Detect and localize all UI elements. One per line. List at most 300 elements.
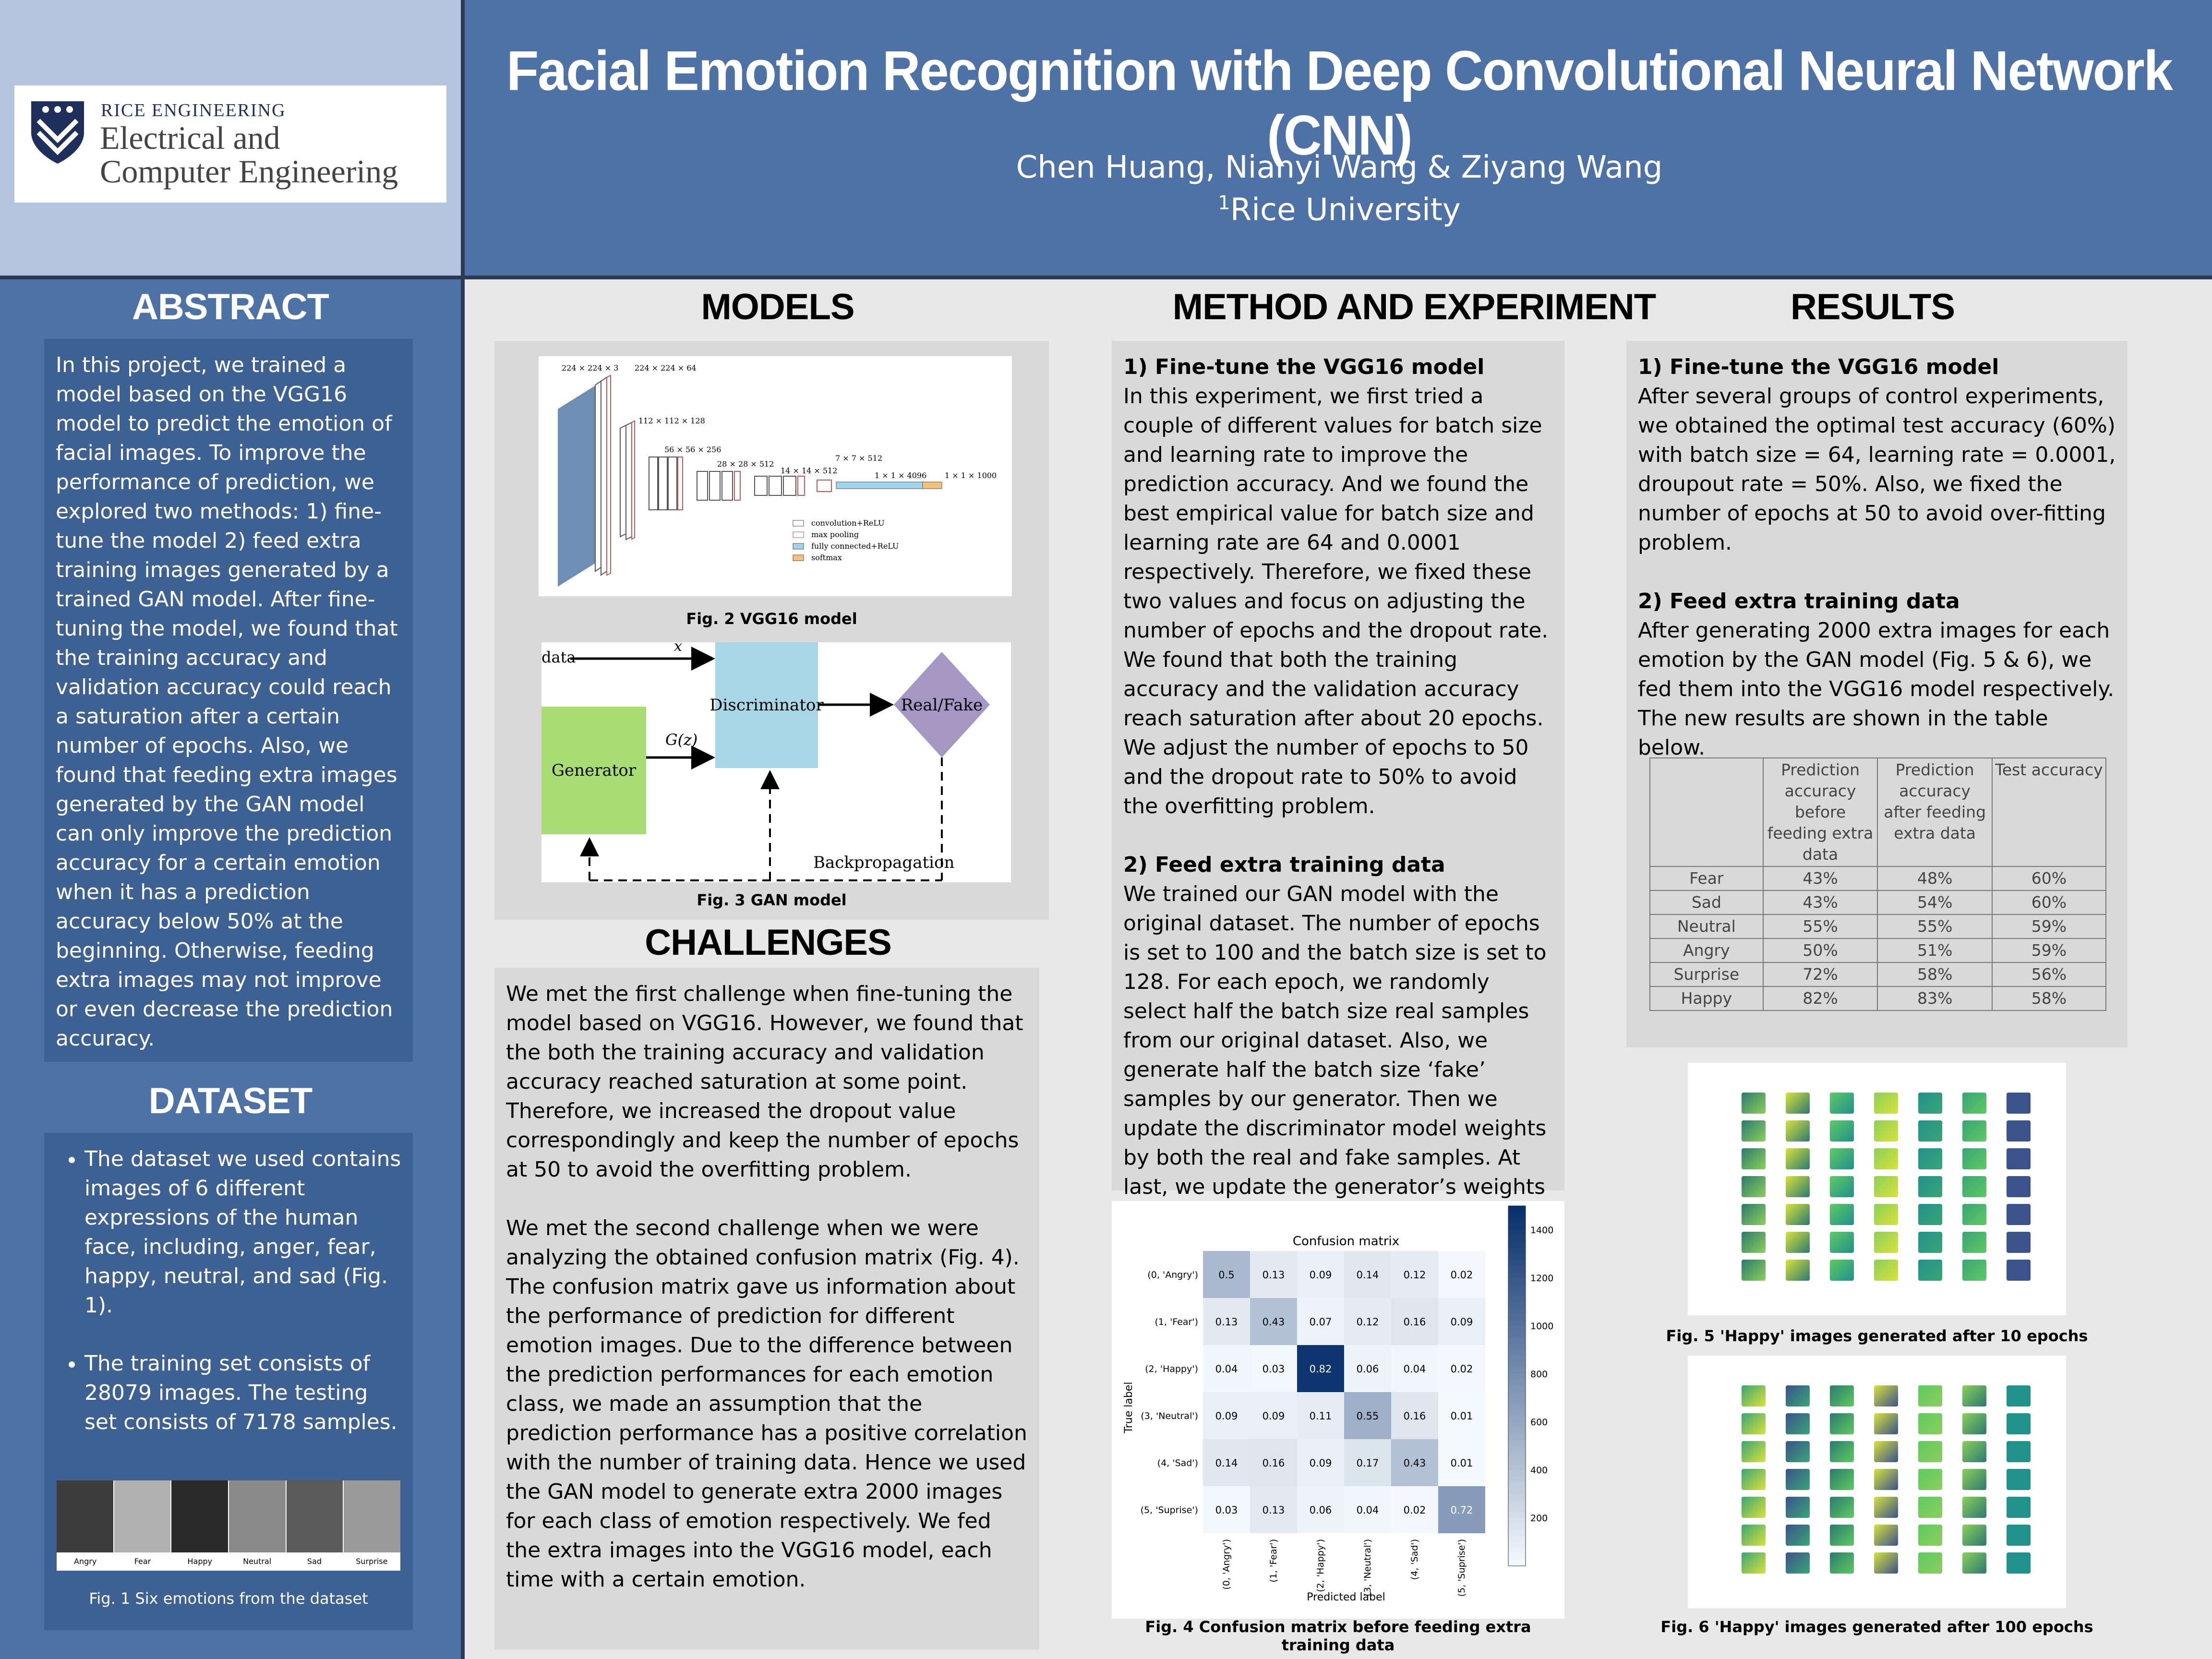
dataset-bullet-1: • The dataset we used contains images of 6 different expressions of the human face, including, anger, fear, happy, neutral, and sad (Fig. 1).	[84, 1144, 401, 1320]
cm-col-label: (0, 'Angry')	[1221, 1539, 1232, 1590]
cm-colorbar-segment	[1508, 1458, 1526, 1465]
generated-face	[1742, 1469, 1766, 1490]
generated-face	[1962, 1093, 1986, 1114]
cm-colorbar-tick: 1000	[1530, 1321, 1554, 1332]
results-h1: 1) Fine-tune the VGG16 model	[1638, 355, 1999, 379]
abstract-panel	[44, 339, 413, 1062]
cm-colorbar-segment	[1508, 1410, 1526, 1417]
cm-col-label: (4, 'Sad')	[1409, 1539, 1420, 1580]
cm-row-label: (3, 'Neutral')	[1141, 1411, 1198, 1421]
generated-face	[1918, 1093, 1942, 1114]
generated-face	[1962, 1204, 1986, 1225]
generated-face	[1786, 1469, 1810, 1490]
method-p1: In this experiment, we first tried a couple of different values for batch size and learning rate to improve the prediction accuracy. And we found the best empirical value for batch size and learning rate are 64 and 0.0001 respectively. Therefore, we fixed these two values and focus on adjusting the number of epochs and the dropout rate. We found that both the training accuracy and the validation accuracy reach saturation after about 20 epochs. We adjust the number of epochs to 50 and the dropout rate to 50% to avoid the overfitting problem.	[1123, 384, 1549, 818]
generated-face	[2007, 1497, 2031, 1518]
cm-colorbar-segment	[1508, 1326, 1526, 1333]
generated-face	[1962, 1120, 1986, 1142]
table-cell: Surprise	[1650, 962, 1763, 986]
cm-colorbar-segment	[1508, 1248, 1526, 1255]
cm-cell-label: 0.04	[1356, 1504, 1379, 1516]
generated-face	[1874, 1260, 1898, 1281]
generated-face	[1786, 1093, 1810, 1114]
generated-face	[1918, 1120, 1942, 1142]
vgg-label-6: 14 × 14 × 512	[781, 466, 838, 475]
affiliation	[480, 192, 2199, 228]
cm-colorbar-segment	[1508, 1512, 1526, 1519]
cm-colorbar-segment	[1508, 1362, 1526, 1369]
face-sad	[287, 1480, 343, 1552]
cm-colorbar-segment	[1508, 1296, 1526, 1303]
models-title: MODELS	[701, 287, 854, 327]
generated-face	[1918, 1552, 1942, 1574]
faces-labels	[57, 1552, 400, 1571]
results-p2: After generating 2000 extra images for each emotion by the GAN model (Fig. 5 & 6), we fed them into the VGG16 model respectively. The new results are shown in the table below.	[1638, 618, 2115, 760]
table-cell: Angry	[1650, 938, 1763, 962]
cm-row-label: (2, 'Happy')	[1145, 1364, 1198, 1374]
generated-face	[1918, 1232, 1942, 1253]
cm-colorbar-segment	[1508, 1392, 1526, 1399]
dataset-title: DATASET	[148, 1081, 313, 1121]
generated-face	[2007, 1120, 2031, 1142]
table-cell: 58%	[1877, 962, 1992, 986]
cm-colorbar-segment	[1508, 1452, 1526, 1459]
generated-face	[2007, 1204, 2031, 1225]
cm-cell-label: 0.43	[1403, 1457, 1426, 1469]
generated-face	[1742, 1525, 1766, 1546]
cm-colorbar-tick: 1400	[1530, 1225, 1554, 1236]
cm-colorbar-segment	[1508, 1386, 1526, 1393]
table-cell: 58%	[1992, 986, 2106, 1010]
generated-face	[1742, 1232, 1766, 1253]
table-cell: 43%	[1763, 866, 1878, 890]
table-row	[1650, 938, 2106, 962]
method-h1: 1) Fine-tune the VGG16 model	[1123, 355, 1485, 379]
generated-face	[1918, 1260, 1942, 1281]
logo-line3: Computer Engineering	[100, 153, 398, 190]
generated-face	[1830, 1093, 1854, 1114]
generated-face	[1874, 1176, 1898, 1197]
cm-colorbar-segment	[1508, 1494, 1526, 1501]
cm-cell-label: 0.07	[1309, 1316, 1332, 1328]
generated-face	[2007, 1093, 2031, 1114]
cm-colorbar-segment	[1508, 1212, 1526, 1219]
generated-face	[1918, 1204, 1942, 1225]
cm-colorbar-segment	[1508, 1470, 1526, 1477]
affiliation-sup: 1	[1218, 192, 1230, 214]
cm-colorbar-segment	[1508, 1230, 1526, 1237]
cm-row-label: (5, 'Suprise')	[1140, 1505, 1198, 1515]
table-row	[1650, 890, 2106, 914]
generated-face	[1742, 1093, 1766, 1114]
fig6-grid	[1742, 1385, 2031, 1574]
generated-face	[1874, 1232, 1898, 1253]
cm-colorbar-segment	[1508, 1320, 1526, 1327]
generated-face	[1786, 1525, 1810, 1546]
face-label-surprise: Surprise	[356, 1557, 388, 1566]
generated-face	[1962, 1385, 1986, 1407]
generated-face	[2007, 1148, 2031, 1169]
table-cell: 55%	[1763, 914, 1878, 938]
cm-title: Confusion matrix	[1292, 1234, 1400, 1249]
cm-colorbar-segment	[1508, 1290, 1526, 1297]
table-header-cell: Prediction accuracy before feeding extra data	[1763, 758, 1878, 866]
gan-backprop-label: Backpropagation	[813, 853, 955, 872]
generated-face	[1962, 1232, 1986, 1253]
cm-colorbar-segment	[1508, 1254, 1526, 1261]
cm-cell-label: 0.55	[1356, 1410, 1379, 1422]
vgg-label-1: 224 × 224 × 3	[562, 363, 619, 373]
generated-face	[1830, 1148, 1854, 1169]
gan-discriminator-label: Discriminator	[709, 696, 824, 715]
cm-cell-label: 0.09	[1450, 1316, 1473, 1328]
generated-face	[1786, 1260, 1810, 1281]
generated-face	[1918, 1385, 1942, 1407]
table-row	[1650, 866, 2106, 890]
face-fear	[114, 1480, 171, 1552]
generated-face	[1962, 1552, 1986, 1574]
generated-face	[1918, 1525, 1942, 1546]
fig1-faces	[57, 1480, 400, 1571]
faces-strip	[57, 1480, 400, 1552]
generated-face	[1874, 1441, 1898, 1462]
table-header-cell	[1650, 758, 1763, 866]
fig6-caption: Fig. 6 'Happy' images generated after 100 epochs	[1660, 1618, 2093, 1636]
cm-cell-label: 0.12	[1356, 1316, 1379, 1328]
table-cell: 55%	[1877, 914, 1992, 938]
generated-face	[1786, 1148, 1810, 1169]
table-row	[1650, 914, 2106, 938]
cm-colorbar-segment	[1508, 1422, 1526, 1429]
generated-face	[2007, 1385, 2031, 1407]
cm-cell-label: 0.01	[1450, 1410, 1473, 1422]
generated-face	[1830, 1525, 1854, 1546]
cm-ylabel: True label	[1123, 1382, 1135, 1433]
generated-face	[1742, 1413, 1766, 1434]
cm-cell-label: 0.16	[1403, 1410, 1426, 1422]
generated-face	[1830, 1385, 1854, 1407]
cm-cell-label: 0.17	[1356, 1457, 1379, 1469]
table-cell: 82%	[1763, 986, 1878, 1010]
generated-face	[1830, 1441, 1854, 1462]
face-neutral	[229, 1480, 286, 1552]
cm-cell-label: 0.01	[1450, 1457, 1473, 1469]
generated-face	[1830, 1552, 1854, 1574]
table-cell: Neutral	[1650, 914, 1763, 938]
cm-cell-label: 0.02	[1450, 1269, 1473, 1281]
table-cell: 59%	[1992, 938, 2106, 962]
cm-cell-label: 0.04	[1215, 1363, 1238, 1375]
vgg-legend-2: max pooling	[811, 530, 859, 539]
gan-diagram	[541, 642, 1011, 882]
face-surprise	[344, 1480, 400, 1552]
cm-xlabel: Predicted label	[1307, 1591, 1385, 1603]
generated-face	[2007, 1176, 2031, 1197]
table-header-cell: Prediction accuracy after feeding extra data	[1877, 758, 1992, 866]
table-cell: 83%	[1877, 986, 1992, 1010]
cm-colorbar-tick: 600	[1530, 1417, 1548, 1428]
cm-colorbar-segment	[1508, 1440, 1526, 1447]
generated-face	[1830, 1204, 1854, 1225]
generated-face	[2007, 1525, 2031, 1546]
cm-colorbar-segment	[1508, 1398, 1526, 1405]
generated-face	[1874, 1148, 1898, 1169]
generated-face	[1742, 1204, 1766, 1225]
generated-face	[1830, 1260, 1854, 1281]
cm-colorbar-segment	[1508, 1242, 1526, 1249]
cm-colorbar-segment	[1508, 1302, 1526, 1309]
generated-face	[1830, 1497, 1854, 1518]
table-cell: 59%	[1992, 914, 2106, 938]
cm-colorbar-segment	[1508, 1428, 1526, 1435]
cm-colorbar-segment	[1508, 1278, 1526, 1285]
challenges-p1: We met the first challenge when fine-tuning the model based on VGG16. However, we found that the both the training accuracy and validation accuracy reached saturation at some point. Therefore, we increased the dropout value correspondingly and keep the number of epochs at 50 to avoid the overfitting problem.	[506, 982, 1023, 1182]
generated-face	[1918, 1469, 1942, 1490]
face-label-neutral: Neutral	[243, 1557, 272, 1566]
generated-face	[1786, 1176, 1810, 1197]
fig6-image	[1688, 1356, 2066, 1608]
cm-cell-label: 0.13	[1262, 1504, 1285, 1516]
cm-colorbar-segment	[1508, 1554, 1526, 1561]
cm-colorbar-segment	[1508, 1338, 1526, 1345]
results-title: RESULTS	[1790, 287, 1955, 327]
cm-colorbar-segment	[1508, 1482, 1526, 1489]
generated-face	[2007, 1469, 2031, 1490]
table-cell: 56%	[1992, 962, 2106, 986]
table-cell: 60%	[1992, 866, 2106, 890]
table-row	[1650, 986, 2106, 1010]
cm-colorbar-segment	[1508, 1524, 1526, 1531]
generated-face	[1874, 1497, 1898, 1518]
table-header-cell: Test accuracy	[1992, 758, 2106, 866]
generated-face	[1874, 1093, 1898, 1114]
cm-cell-label: 0.04	[1403, 1363, 1426, 1375]
fig5-image	[1688, 1063, 2066, 1315]
cm-cell-label: 0.16	[1262, 1457, 1285, 1469]
cm-cell-label: 0.09	[1309, 1269, 1332, 1281]
table-cell: 48%	[1877, 866, 1992, 890]
vgg-label-9: 1 × 1 × 1000	[945, 471, 997, 480]
cm-cell-label: 0.13	[1262, 1269, 1285, 1281]
generated-face	[1874, 1469, 1898, 1490]
method-h2: 2) Feed extra training data	[1123, 853, 1445, 877]
face-label-fear: Fear	[134, 1557, 151, 1566]
generated-face	[1918, 1497, 1942, 1518]
cm-colorbar-segment	[1508, 1332, 1526, 1339]
cm-colorbar-segment	[1508, 1476, 1526, 1483]
vgg-legend-1: convolution+ReLU	[811, 518, 885, 528]
cm-colorbar-segment	[1508, 1416, 1526, 1423]
cm-colorbar-segment	[1508, 1236, 1526, 1243]
generated-face	[1962, 1413, 1986, 1434]
generated-face	[1962, 1148, 1986, 1169]
vgg16-figure	[539, 356, 1012, 596]
cm-cell-label: 0.14	[1356, 1269, 1379, 1281]
generated-face	[1874, 1204, 1898, 1225]
generated-face	[1830, 1232, 1854, 1253]
generated-face	[1786, 1204, 1810, 1225]
cm-cell-label: 0.09	[1215, 1410, 1238, 1422]
generated-face	[1786, 1232, 1810, 1253]
generated-face	[2007, 1441, 2031, 1462]
dataset-bullet-2: • The training set consists of 28079 images. The testing set consists of 7178 samples.	[84, 1349, 401, 1437]
gan-generator-label: Generator	[551, 761, 637, 780]
results-table	[1649, 757, 2106, 1011]
generated-face	[1786, 1385, 1810, 1407]
cm-cell-label: 0.06	[1309, 1504, 1332, 1516]
cm-colorbar-segment	[1508, 1344, 1526, 1351]
vgg16-diagram	[539, 356, 1012, 596]
generated-face	[2007, 1232, 2031, 1253]
cm-row-label: (0, 'Angry')	[1147, 1270, 1198, 1280]
gan-data-label: data	[541, 648, 576, 666]
generated-face	[1742, 1120, 1766, 1142]
dataset-panel	[44, 1133, 413, 1630]
cm-colorbar-segment	[1508, 1224, 1526, 1231]
generated-face	[1786, 1441, 1810, 1462]
challenges-title: CHALLENGES	[645, 922, 891, 963]
models-panel	[494, 341, 1049, 920]
generated-face	[1742, 1385, 1766, 1407]
method-title: METHOD AND EXPERIMENT	[1172, 287, 1656, 327]
vgg-label-8: 1 × 1 × 4096	[875, 471, 927, 480]
cm-col-label: (5, 'Suprise')	[1456, 1539, 1467, 1597]
cm-cell-label: 0.02	[1450, 1363, 1473, 1375]
logo-line2: Electrical and	[100, 120, 280, 156]
vgg-legend-4: softmax	[811, 553, 842, 562]
gan-figure	[541, 642, 1011, 882]
generated-face	[1742, 1497, 1766, 1518]
generated-face	[2007, 1413, 2031, 1434]
cm-colorbar-segment	[1508, 1488, 1526, 1495]
generated-face	[1786, 1413, 1810, 1434]
vgg-label-7: 7 × 7 × 512	[835, 454, 883, 463]
cm-cell-label: 0.82	[1309, 1363, 1332, 1375]
abstract-title: ABSTRACT	[132, 287, 329, 327]
cm-col-label: (2, 'Happy')	[1315, 1539, 1326, 1592]
generated-face	[1742, 1260, 1766, 1281]
generated-face	[1874, 1525, 1898, 1546]
fig5-grid	[1742, 1093, 2031, 1281]
rice-logo	[14, 85, 446, 203]
cm-colorbar-segment	[1508, 1404, 1526, 1411]
cm-colorbar-tick: 400	[1530, 1465, 1548, 1476]
results-p1: After several groups of control experiments, we obtained the optimal test accuracy (60%) with batch size = 64, learning rate = 0.0001, droupout rate = 50%. Also, we fixed the number of epochs at 50 to avoid over-fitting problem.	[1638, 384, 2116, 555]
cm-colorbar-segment	[1508, 1560, 1526, 1567]
vertical-divider	[461, 0, 465, 1659]
cm-colorbar-segment	[1508, 1500, 1526, 1507]
fig5-caption: Fig. 5 'Happy' images generated after 10 epochs	[1666, 1327, 2088, 1345]
results-panel	[1626, 341, 2128, 1047]
table-row	[1650, 962, 2106, 986]
cm-colorbar-segment	[1508, 1536, 1526, 1543]
face-label-sad: Sad	[307, 1557, 322, 1566]
cm-cell-label: 0.12	[1403, 1269, 1426, 1281]
cm-colorbar-tick: 1200	[1530, 1273, 1554, 1284]
gan-x-label: x	[674, 642, 682, 655]
cm-cell-label: 0.06	[1356, 1363, 1379, 1375]
results-h2: 2) Feed extra training data	[1638, 589, 1960, 613]
cm-cell-label: 0.11	[1309, 1410, 1332, 1422]
dataset-bullets	[56, 1144, 401, 1437]
cm-row-label: (4, 'Sad')	[1157, 1458, 1198, 1468]
cm-colorbar-segment	[1508, 1314, 1526, 1321]
cm-colorbar-segment	[1508, 1446, 1526, 1453]
table-cell: 50%	[1763, 938, 1878, 962]
cm-colorbar-segment	[1508, 1218, 1526, 1225]
cm-colorbar-segment	[1508, 1260, 1526, 1267]
generated-face	[1742, 1176, 1766, 1197]
fig4-caption: Fig. 4 Confusion matrix before feeding extra training data	[1145, 1618, 1531, 1654]
generated-face	[1874, 1413, 1898, 1434]
generated-face	[1874, 1385, 1898, 1407]
cm-cell-label: 0.14	[1215, 1457, 1238, 1469]
logo-line1: RICE ENGINEERING	[101, 100, 286, 120]
method-panel	[1112, 341, 1564, 1199]
generated-face	[1874, 1552, 1898, 1574]
cm-colorbar-segment	[1508, 1380, 1526, 1387]
face-label-angry: Angry	[74, 1557, 97, 1566]
cm-colorbar-segment	[1508, 1434, 1526, 1441]
cm-cell-label: 0.72	[1450, 1504, 1473, 1516]
horizontal-divider	[0, 276, 2212, 279]
face-angry	[57, 1480, 113, 1552]
cm-colorbar-segment	[1508, 1284, 1526, 1291]
generated-face	[2007, 1260, 2031, 1281]
cm-cell-label: 0.16	[1403, 1316, 1426, 1328]
table-cell: 54%	[1877, 890, 1992, 914]
method-p2: We trained our GAN model with the original dataset. The number of epochs is set to 100 and the batch size is set to 128. For each epoch, we randomly select half the batch size real samples from our original dataset. Also, we generate half the batch size ‘fake’ samples by our generator. Then we update the discriminator model weights by both the real and fake samples. At last, we update the generator’s weights	[1123, 882, 1547, 1199]
rice-shield-icon	[29, 99, 86, 166]
cm-colorbar-segment	[1508, 1308, 1526, 1315]
challenges-panel	[494, 968, 1039, 1649]
generated-face	[1918, 1413, 1942, 1434]
vgg-legend-3: fully connected+ReLU	[811, 541, 899, 551]
cm-colorbar-segment	[1508, 1518, 1526, 1525]
cm-colorbar-segment	[1508, 1542, 1526, 1549]
generated-face	[1786, 1497, 1810, 1518]
table-cell: 43%	[1763, 890, 1878, 914]
affiliation-text: Rice University	[1230, 192, 1461, 228]
generated-face	[1962, 1441, 1986, 1462]
gan-gz-label: G(z)	[665, 731, 698, 749]
generated-face	[1962, 1525, 1986, 1546]
generated-face	[1830, 1120, 1854, 1142]
generated-face	[1918, 1176, 1942, 1197]
cm-cell-label: 0.09	[1309, 1457, 1332, 1469]
cm-colorbar-segment	[1508, 1206, 1526, 1213]
cm-colorbar-segment	[1508, 1374, 1526, 1381]
confusion-matrix-chart	[1112, 1201, 1564, 1619]
table-cell: Happy	[1650, 986, 1763, 1010]
cm-colorbar-tick: 200	[1530, 1513, 1548, 1524]
vgg-label-4: 56 × 56 × 256	[664, 445, 721, 454]
cm-colorbar-segment	[1508, 1548, 1526, 1555]
generated-face	[1742, 1441, 1766, 1462]
table-cell: 60%	[1992, 890, 2106, 914]
cm-col-label: (1, 'Fear')	[1268, 1539, 1279, 1583]
generated-face	[1962, 1260, 1986, 1281]
confusion-matrix-figure	[1112, 1201, 1564, 1619]
generated-face	[1742, 1148, 1766, 1169]
vgg-label-5: 28 × 28 × 512	[717, 459, 774, 469]
generated-face	[1962, 1176, 1986, 1197]
cm-cell-label: 0.02	[1403, 1504, 1426, 1516]
cm-colorbar-segment	[1508, 1506, 1526, 1513]
generated-face	[1962, 1469, 1986, 1490]
cm-colorbar-tick: 800	[1530, 1369, 1548, 1380]
generated-face	[1830, 1413, 1854, 1434]
cm-colorbar-segment	[1508, 1266, 1526, 1273]
